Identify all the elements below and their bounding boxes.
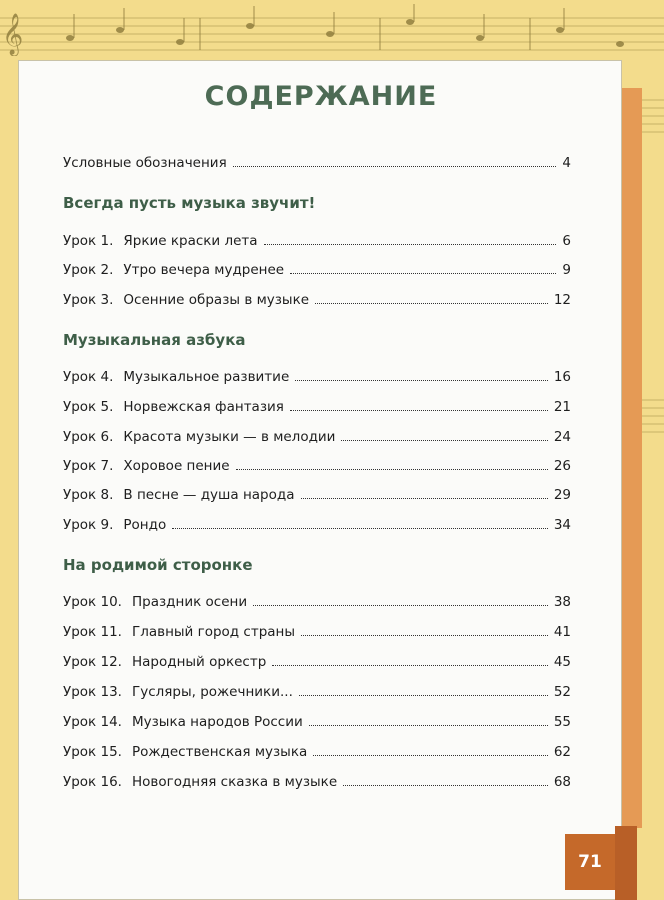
- lesson-title: Осенние образы в музыке: [123, 292, 310, 308]
- lesson-title: Музыка народов России: [131, 714, 303, 730]
- lesson-title: В песне — душа народа: [123, 487, 295, 503]
- dot-leader: [172, 527, 548, 529]
- dot-leader: [295, 379, 548, 381]
- lesson-number: Урок 7.: [63, 458, 114, 474]
- lesson-number: Урок 6.: [63, 429, 114, 445]
- toc-page-number: 16: [553, 369, 571, 385]
- toc-page-number: 6: [562, 233, 571, 249]
- toc-row[interactable]: [63, 452, 571, 474]
- lesson-number: Урок 1.: [63, 233, 114, 249]
- lesson-title: Праздник осени: [131, 594, 248, 610]
- lesson-number: Урок 10.: [63, 594, 122, 610]
- lesson-title: Рождественская музыка: [131, 744, 308, 760]
- dot-leader: [272, 664, 548, 666]
- dot-leader: [299, 694, 548, 696]
- toc-page-number: 24: [553, 429, 571, 445]
- dot-leader: [301, 497, 548, 499]
- lesson-number: Урок 3.: [63, 292, 114, 308]
- dot-leader: [309, 724, 548, 726]
- lesson-number: Урок 5.: [63, 399, 114, 415]
- toc-page-number: 68: [553, 774, 571, 790]
- toc-page-number: 41: [553, 624, 571, 640]
- toc-row[interactable]: [63, 738, 571, 760]
- toc-page-number: 9: [562, 262, 571, 278]
- toc-page-number: 12: [553, 292, 571, 308]
- lesson-title: Рондо: [123, 517, 167, 533]
- dot-leader: [343, 784, 548, 786]
- toc-page-number: 38: [553, 594, 571, 610]
- lesson-number: Урок 4.: [63, 369, 114, 385]
- toc-row[interactable]: [63, 588, 571, 610]
- lesson-number: Урок 16.: [63, 774, 122, 790]
- lesson-title: Гусляры, рожечники...: [131, 684, 293, 700]
- toc-page-number: 4: [562, 155, 571, 171]
- lesson-number: Урок 15.: [63, 744, 122, 760]
- page-number-badge-shadow: [615, 826, 637, 900]
- toc-row-intro[interactable]: [63, 149, 571, 171]
- toc-row[interactable]: [63, 393, 571, 415]
- page-title: СОДЕРЖАНИЕ: [204, 81, 438, 112]
- toc-row[interactable]: [63, 227, 571, 249]
- lesson-title: Яркие краски лета: [123, 233, 258, 249]
- toc-page-number: 34: [553, 517, 571, 533]
- dot-leader: [315, 302, 548, 304]
- dot-leader: [236, 468, 548, 470]
- lesson-title: Народный оркестр: [131, 654, 267, 670]
- lesson-title: Хоровое пение: [123, 458, 230, 474]
- lesson-number: Урок 14.: [63, 714, 122, 730]
- section-heading: Музыкальная азбука: [63, 331, 246, 349]
- toc-row[interactable]: [63, 481, 571, 503]
- toc-page-number: 29: [553, 487, 571, 503]
- lesson-title: Норвежская фантазия: [123, 399, 284, 415]
- dot-leader: [341, 439, 547, 441]
- lesson-number: Урок 2.: [63, 262, 114, 278]
- toc-row[interactable]: [63, 423, 571, 445]
- lesson-title: Музыкальное развитие: [123, 369, 290, 385]
- lesson-title: Главный город страны: [131, 624, 296, 640]
- toc-row[interactable]: [63, 648, 571, 670]
- toc-page-number: 45: [553, 654, 571, 670]
- lesson-number: Урок 13.: [63, 684, 122, 700]
- toc-row[interactable]: [63, 678, 571, 700]
- toc-row[interactable]: [63, 708, 571, 730]
- section-heading: На родимой сторонке: [63, 556, 253, 574]
- toc-page-number: 55: [553, 714, 571, 730]
- dot-leader: [264, 243, 557, 245]
- lesson-number: Урок 11.: [63, 624, 122, 640]
- dot-leader: [301, 634, 548, 636]
- dot-leader: [290, 409, 548, 411]
- toc-row[interactable]: [63, 286, 571, 308]
- dot-leader: [253, 604, 548, 606]
- toc-row[interactable]: [63, 768, 571, 790]
- toc-page-number: 21: [553, 399, 571, 415]
- lesson-number: Урок 8.: [63, 487, 114, 503]
- contents-page: [18, 60, 622, 900]
- toc-row[interactable]: [63, 618, 571, 640]
- dot-leader: [290, 272, 556, 274]
- toc-row[interactable]: [63, 511, 571, 533]
- lesson-title: Утро вечера мудренее: [123, 262, 285, 278]
- toc-page-number: 52: [553, 684, 571, 700]
- toc-row[interactable]: [63, 363, 571, 385]
- svg-text:𝄞: 𝄞: [2, 14, 24, 55]
- dot-leader: [233, 165, 557, 167]
- lesson-title: Новогодняя сказка в музыке: [131, 774, 338, 790]
- toc-row[interactable]: [63, 256, 571, 278]
- lesson-title: Красота музыки — в мелодии: [123, 429, 336, 445]
- toc-label: Условные обозначения: [63, 155, 227, 171]
- toc-page-number: 26: [553, 458, 571, 474]
- lesson-number: Урок 12.: [63, 654, 122, 670]
- section-heading: Всегда пусть музыка звучит!: [63, 194, 316, 212]
- lesson-number: Урок 9.: [63, 517, 114, 533]
- toc-page-number: 62: [553, 744, 571, 760]
- page-number-badge: 71: [565, 834, 615, 890]
- dot-leader: [313, 754, 548, 756]
